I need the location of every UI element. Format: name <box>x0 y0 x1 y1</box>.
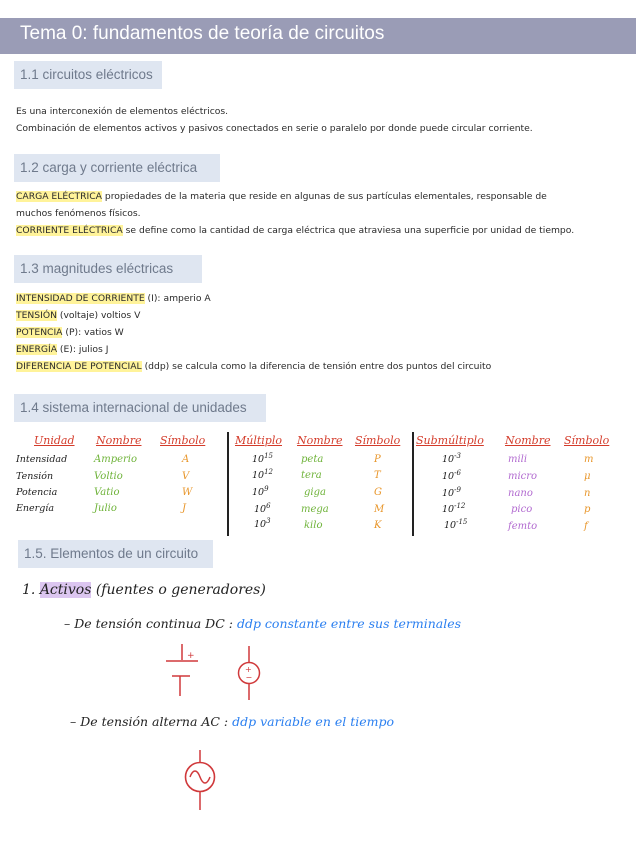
unit-nombre: Voltio <box>94 471 123 482</box>
section-heading-1-3: 1.3 magnitudes eléctricas <box>14 255 202 283</box>
s3-item-potencia <box>16 327 124 339</box>
battery-plus: + <box>187 651 195 661</box>
s2-corriente-line <box>16 225 574 237</box>
multiple-power <box>252 452 273 465</box>
s1-line-2: Combinación de elementos activos y pasivos conectados en serie o paralelo por donde puede circular corriente. <box>16 123 533 134</box>
submultiple-nombre: mili <box>508 454 528 465</box>
submultiple-nombre: pico <box>511 504 533 515</box>
unit-nombre: Amperio <box>94 454 138 465</box>
multiple-power <box>252 485 269 498</box>
dc-label: – De tensión continua DC : <box>64 616 233 631</box>
power-exp: 3 <box>266 517 271 525</box>
power-exp: -15 <box>456 518 468 526</box>
submultiple-simbolo: f <box>584 521 588 532</box>
s3-rest: (ddp) se calcula como la diferencia de tensión entre dos puntos del circuito <box>141 361 492 372</box>
th-simbolo: Símbolo <box>160 434 206 447</box>
activos-line <box>22 582 266 598</box>
ac-label: – De tensión alterna AC : <box>70 714 229 729</box>
units-table <box>16 432 626 542</box>
power-base: 10 <box>254 504 267 516</box>
th-simbolo-3: Símbolo <box>564 434 610 447</box>
power-base: 10 <box>254 519 267 531</box>
s1-line-1: Es una interconexión de elementos eléctricos. <box>16 106 229 117</box>
table-divider-2 <box>412 432 414 536</box>
multiple-power <box>252 468 273 481</box>
multiple-nombre: giga <box>304 487 326 498</box>
table-divider-1 <box>227 432 229 536</box>
s3-term: TENSIÓN <box>16 310 57 321</box>
submultiple-nombre: nano <box>508 488 533 499</box>
power-base: 10 <box>252 487 265 499</box>
section-heading-1-4: 1.4 sistema internacional de unidades <box>14 394 266 422</box>
submultiple-nombre: femto <box>508 521 538 532</box>
power-exp: 6 <box>266 502 271 510</box>
unit-name: Tensión <box>16 471 54 482</box>
submultiple-simbolo: p <box>584 504 591 515</box>
carga-def: propiedades de la materia que reside en algunas de sus partículas elementales, responsable de <box>101 191 547 202</box>
s3-item-energia <box>16 344 108 356</box>
multiple-simbolo: G <box>374 487 382 498</box>
s3-item-intensidad <box>16 293 211 305</box>
power-exp: 15 <box>264 452 274 460</box>
power-exp: -3 <box>454 452 461 460</box>
unit-simbolo: J <box>182 503 187 514</box>
activos-rest: (fuentes o generadores) <box>95 582 266 598</box>
dc-line <box>64 616 461 631</box>
s3-item-ddp <box>16 361 491 373</box>
power-base: 10 <box>442 454 455 466</box>
s3-term: INTENSIDAD DE CORRIENTE <box>16 293 145 304</box>
power-base: 10 <box>442 488 455 500</box>
submultiple-power <box>442 486 461 499</box>
dc-battery-symbol <box>160 644 210 700</box>
page-header <box>0 18 636 54</box>
unit-simbolo: A <box>182 454 190 465</box>
submultiple-power <box>442 452 461 465</box>
multiple-power <box>254 517 271 530</box>
s3-term: DIFERENCIA DE POTENCIAL <box>16 361 142 372</box>
power-exp: -6 <box>454 469 461 477</box>
source-plus: + <box>245 665 252 674</box>
page-title: Tema 0: fundamentos de teoría de circuitos <box>20 23 385 44</box>
th-nombre-3: Nombre <box>505 434 551 447</box>
s3-term: POTENCIA <box>16 327 63 338</box>
th-nombre: Nombre <box>96 434 142 447</box>
power-base: 10 <box>444 520 457 532</box>
corriente-def: se define como la cantidad de carga eléctrica que atraviesa una superficie por unidad de tiempo. <box>122 225 575 236</box>
activos-number: 1. <box>22 582 36 598</box>
power-exp: 12 <box>264 468 274 476</box>
s3-term: ENERGÍA <box>16 344 57 355</box>
power-exp: 9 <box>264 485 269 493</box>
power-base: 10 <box>252 470 265 482</box>
section-heading-1-2: 1.2 carga y corriente eléctrica <box>14 154 220 182</box>
dc-description: ddp constante entre sus terminales <box>236 616 462 631</box>
submultiple-simbolo: μ <box>584 471 591 482</box>
ac-line <box>70 714 394 729</box>
activos-word: Activos <box>39 582 92 598</box>
s2-carga-line-2: muchos fenómenos físicos. <box>16 208 141 219</box>
th-multiplo: Múltiplo <box>235 434 282 447</box>
s2-carga-line <box>16 191 547 203</box>
unit-name: Potencia <box>16 487 58 498</box>
ac-description: ddp variable en el tiempo <box>232 714 395 729</box>
source-minus: − <box>245 673 253 682</box>
multiple-nombre: kilo <box>304 520 323 531</box>
s3-rest: (P): vatios W <box>62 327 124 338</box>
power-base: 10 <box>442 504 455 516</box>
multiple-nombre: tera <box>301 470 322 481</box>
submultiple-simbolo: n <box>584 488 591 499</box>
power-base: 10 <box>252 454 265 466</box>
unit-nombre: Vatio <box>94 487 120 498</box>
multiple-simbolo: T <box>374 470 381 481</box>
power-base: 10 <box>442 471 455 483</box>
multiple-power <box>254 502 271 515</box>
unit-nombre: Julio <box>94 503 117 514</box>
s3-item-tension <box>16 310 140 322</box>
th-unidad: Unidad <box>34 434 75 447</box>
carga-term: CARGA ELÉCTRICA <box>16 191 102 202</box>
unit-name: Energía <box>16 503 54 514</box>
multiple-nombre: mega <box>301 504 329 515</box>
submultiple-power <box>442 469 461 482</box>
unit-name: Intensidad <box>16 454 68 465</box>
power-exp: -12 <box>454 502 466 510</box>
s3-rest: (voltaje) voltios V <box>56 310 141 321</box>
submultiple-power <box>444 518 467 531</box>
submultiple-power <box>442 502 465 515</box>
section-heading-1-1: 1.1 circuitos eléctricos <box>14 61 162 89</box>
s3-rest: (I): amperio A <box>144 293 211 304</box>
submultiple-simbolo: m <box>584 454 594 465</box>
multiple-simbolo: P <box>374 454 381 465</box>
multiple-simbolo: M <box>374 504 385 515</box>
s3-rest: (E): julios J <box>56 344 109 355</box>
th-submultiplo: Submúltiplo <box>416 434 484 447</box>
multiple-simbolo: K <box>374 520 382 531</box>
power-exp: -9 <box>454 486 461 494</box>
unit-simbolo: W <box>182 487 193 498</box>
dc-voltage-source-symbol <box>236 646 262 700</box>
th-nombre-2: Nombre <box>297 434 343 447</box>
corriente-term: CORRIENTE ELÉCTRICA <box>16 225 123 236</box>
section-heading-1-5: 1.5. Elementos de un circuito <box>18 540 213 568</box>
th-simbolo-2: Símbolo <box>355 434 401 447</box>
submultiple-nombre: micro <box>508 471 538 482</box>
unit-simbolo: V <box>182 471 190 482</box>
ac-source-symbol <box>182 750 218 810</box>
multiple-nombre: peta <box>301 454 324 465</box>
